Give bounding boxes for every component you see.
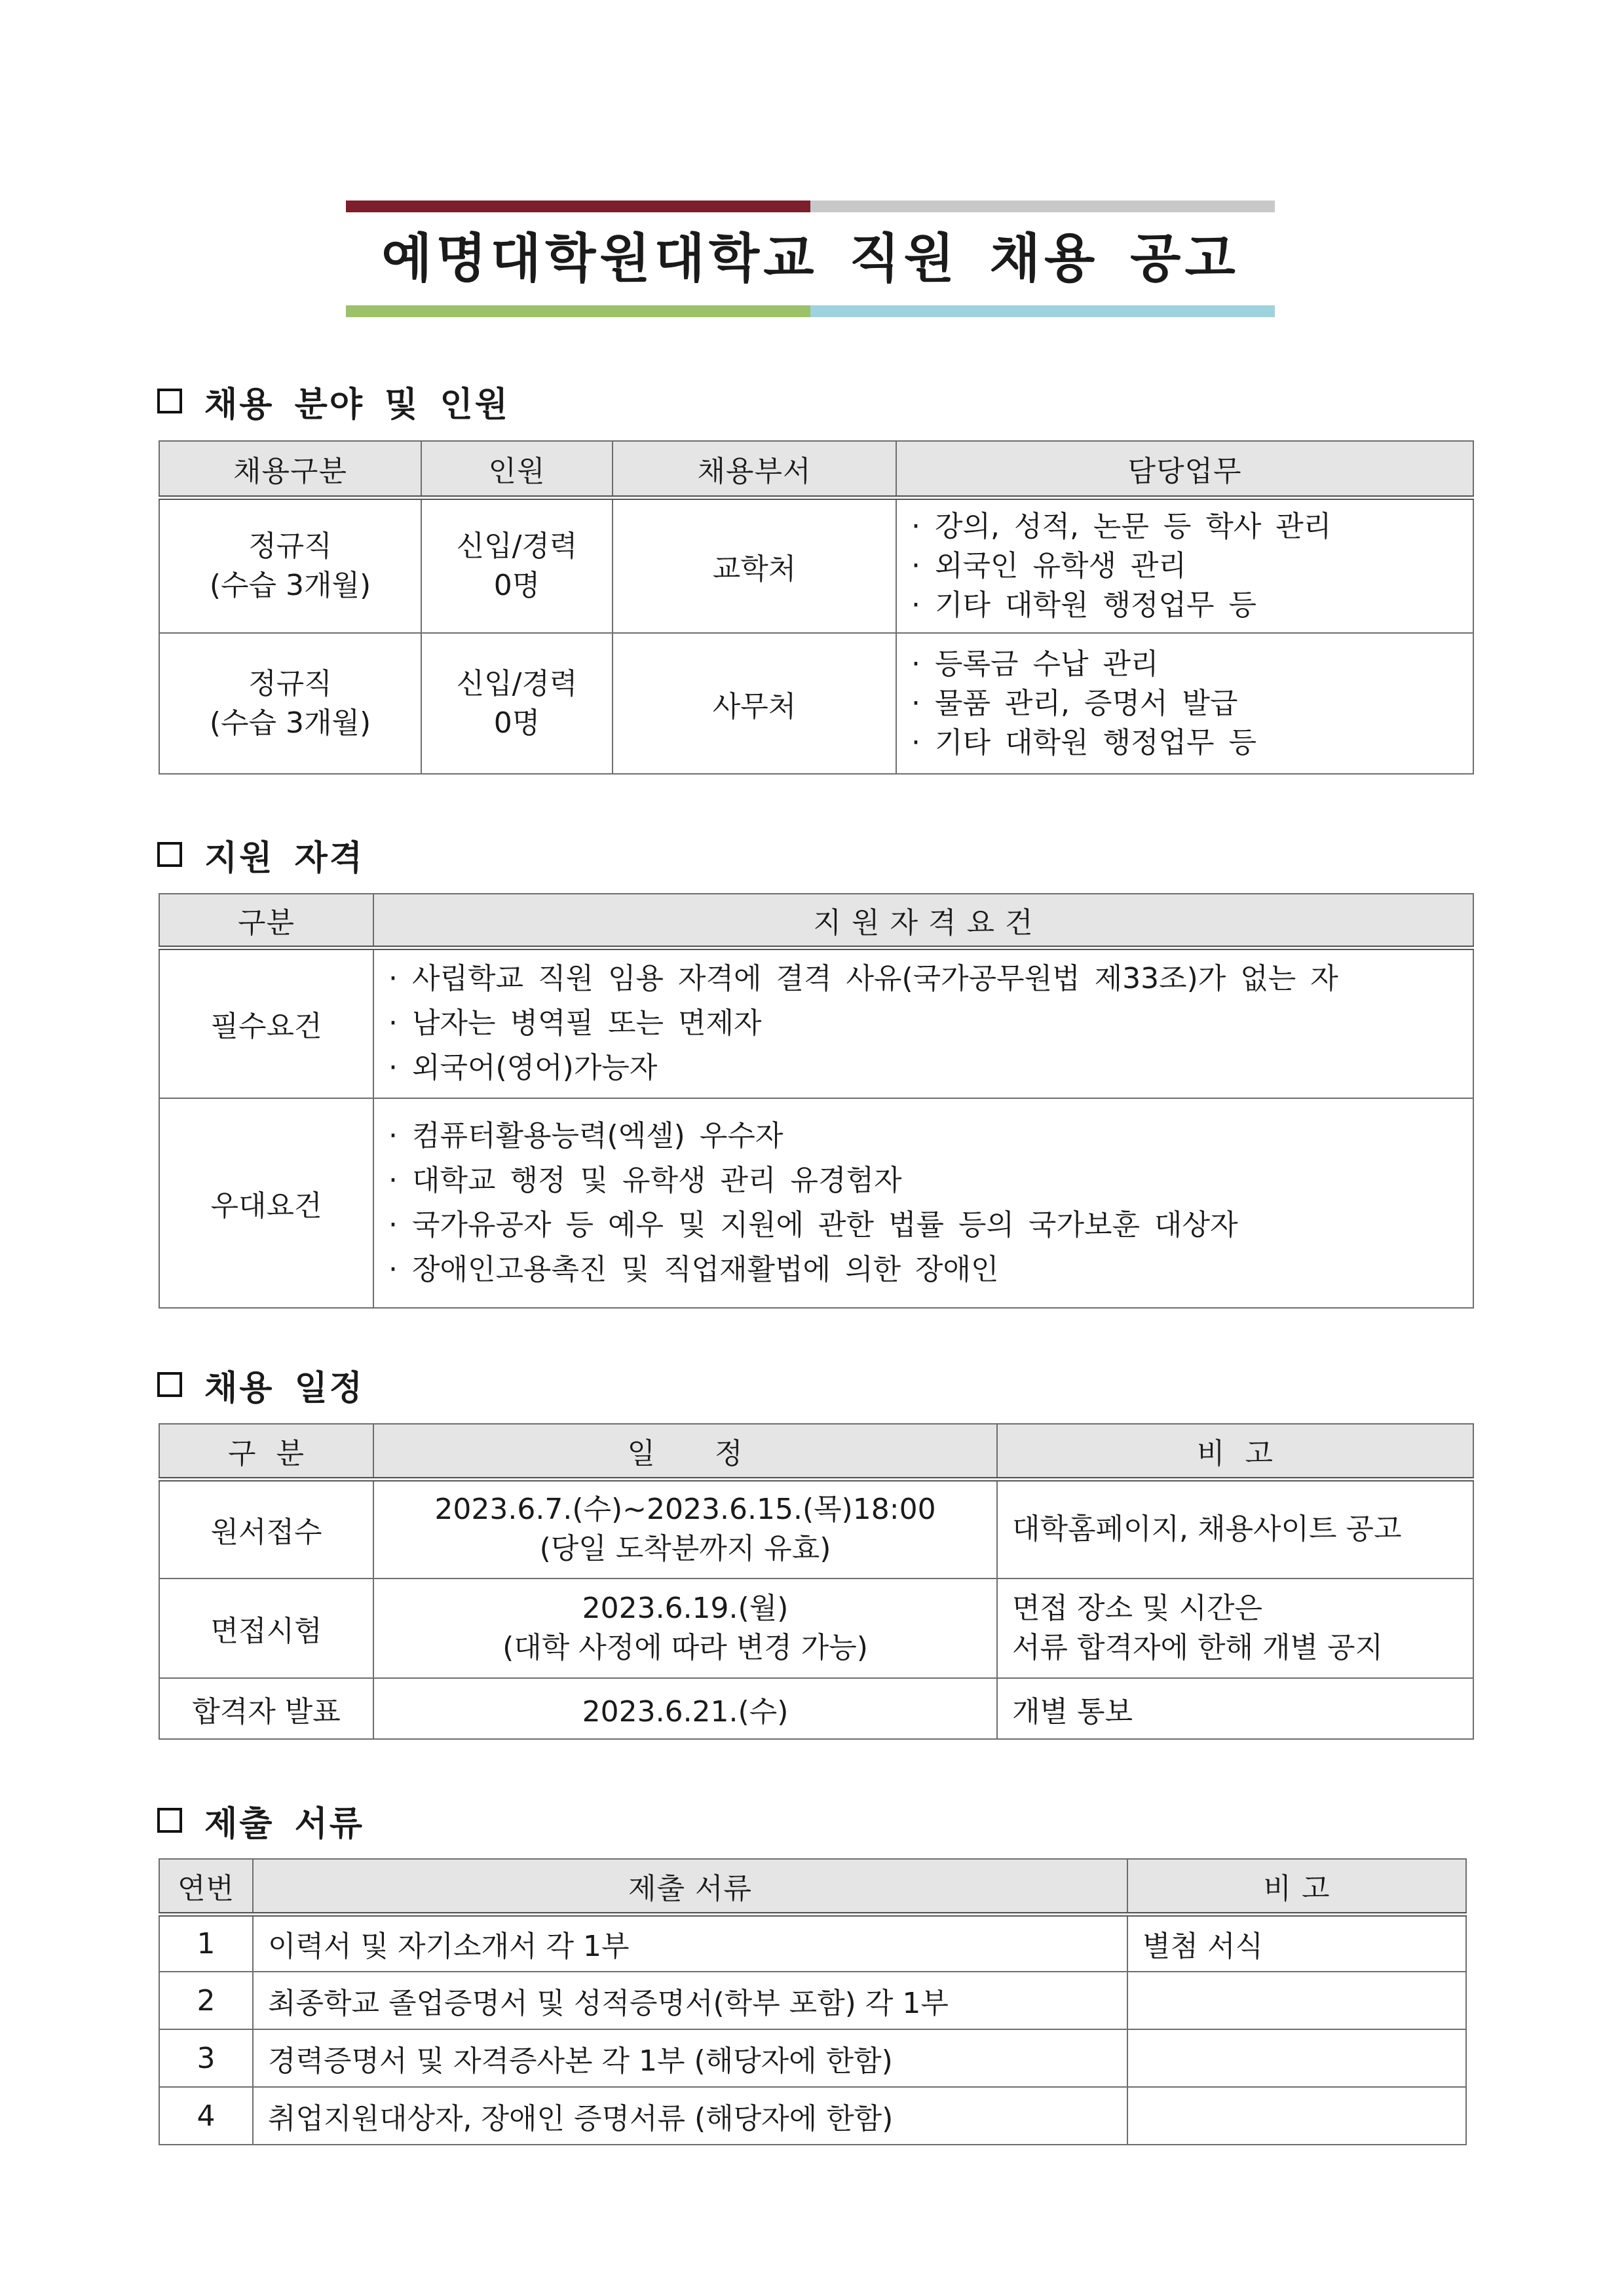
schedule-date: 2023.6.7.(수)~2023.6.15.(목)18:00 — [434, 1493, 936, 1527]
table-row — [159, 633, 1473, 774]
section-title: 채용 분야 및 인원 — [204, 385, 510, 425]
hire-kind: 신입/경력 — [456, 529, 578, 563]
header-cell: 구 분 — [159, 1424, 373, 1479]
employment-type: 정규직 — [248, 666, 332, 700]
document-number: 2 — [159, 1972, 253, 2029]
requirement-item: · 사립학교 직원 임용 자격에 결격 사유(국가공무원법 제33조)가 없는 자 — [388, 962, 1338, 996]
schedule-note: 개별 통보 — [997, 1678, 1473, 1739]
table-row — [159, 2087, 1466, 2145]
header-cell: 채용부서 — [613, 441, 896, 497]
header-cell: 담당업무 — [896, 441, 1473, 497]
requirement-item: · 국가유공자 등 예우 및 지원에 관한 법률 등의 국가보훈 대상자 — [388, 1208, 1238, 1242]
requirement-item: · 대학교 행정 및 유학생 관리 유경험자 — [388, 1164, 902, 1197]
table-row — [159, 2029, 1466, 2087]
requirement-item: · 장애인고용촉진 및 직업재활법에 의한 장애인 — [388, 1253, 999, 1286]
title-bottom-bar — [346, 305, 1275, 317]
table-row — [159, 947, 1473, 1098]
department-cell: 교학처 — [613, 497, 896, 633]
department-cell: 사무처 — [613, 633, 896, 774]
header-cell: 일 정 — [373, 1424, 997, 1479]
title-block — [346, 201, 1275, 317]
header-cell: 연번 — [159, 1859, 253, 1914]
table-row — [159, 1914, 1466, 1972]
schedule-date-cell — [373, 1479, 997, 1578]
recruitment-table — [159, 440, 1474, 775]
header-cell: 비 고 — [997, 1424, 1473, 1479]
document-note — [1127, 2087, 1466, 2145]
document-number: 1 — [159, 1914, 253, 1972]
duty-item: · 외국인 유학생 관리 — [911, 548, 1186, 583]
headcount: 0명 — [493, 706, 540, 740]
probation-period: (수습 3개월) — [209, 706, 371, 740]
section-title: 제출 서류 — [204, 1804, 365, 1844]
employment-type: 정규직 — [248, 529, 332, 563]
document-name: 취업지원대상자, 장애인 증명서류 (해당자에 한함) — [253, 2087, 1127, 2145]
duty-item: · 기타 대학원 행정업무 등 — [911, 725, 1256, 759]
bottom-bar-blue-segment — [810, 305, 1275, 317]
table-row — [159, 1479, 1473, 1578]
document-note — [1127, 2029, 1466, 2087]
schedule-note: 면접 장소 및 시간은 — [1012, 1592, 1262, 1625]
table-row — [159, 1098, 1473, 1308]
page-title: 예명대학원대학교 직원 채용 공고 — [381, 228, 1239, 289]
table-row — [159, 1578, 1473, 1678]
qualification-table — [159, 893, 1474, 1309]
table-row — [159, 1972, 1466, 2029]
duties-cell — [896, 497, 1473, 633]
document-name: 이력서 및 자기소개서 각 1부 — [253, 1914, 1127, 1972]
duty-item: · 강의, 성적, 논문 등 학사 관리 — [911, 509, 1332, 543]
top-bar-gray-segment — [810, 201, 1275, 212]
duty-item: · 기타 대학원 행정업무 등 — [911, 588, 1256, 622]
document-number: 4 — [159, 2087, 253, 2145]
checkbox-icon — [157, 389, 182, 413]
schedule-note-cell — [997, 1479, 1473, 1578]
title-top-bar — [346, 201, 1275, 212]
requirement-label: 필수요건 — [159, 947, 373, 1098]
duties-cell — [896, 633, 1473, 774]
table-row — [159, 497, 1473, 633]
document-note: 별첨 서식 — [1127, 1914, 1466, 1972]
section-heading-schedule — [157, 1358, 364, 1411]
requirement-items-cell — [373, 947, 1473, 1098]
probation-period: (수습 3개월) — [209, 568, 371, 602]
checkbox-icon — [157, 1808, 182, 1833]
schedule-date: 2023.6.19.(월) — [582, 1592, 789, 1625]
schedule-date-note: (당일 도착분까지 유효) — [539, 1532, 831, 1566]
section-heading-documents — [157, 1794, 364, 1846]
top-bar-red-segment — [346, 201, 810, 212]
duty-item: · 등록금 수납 관리 — [911, 647, 1159, 681]
header-cell: 지 원 자 격 요 건 — [373, 894, 1473, 947]
schedule-table — [159, 1423, 1474, 1740]
schedule-note: 대학홈페이지, 채용사이트 공고 — [1012, 1512, 1402, 1546]
requirement-item: · 컴퓨터활용능력(엑셀) 우수자 — [388, 1119, 784, 1153]
headcount-cell — [421, 633, 613, 774]
document-name: 경력증명서 및 자격증사본 각 1부 (해당자에 한함) — [253, 2029, 1127, 2087]
document-name: 최종학교 졸업증명서 및 성적증명서(학부 포함) 각 1부 — [253, 1972, 1127, 2029]
duty-item: · 물품 관리, 증명서 발급 — [911, 686, 1238, 720]
checkbox-icon — [157, 1372, 182, 1397]
schedule-date: 2023.6.21.(수) — [373, 1678, 997, 1739]
section-heading-recruitment — [157, 375, 510, 427]
document-number: 3 — [159, 2029, 253, 2087]
schedule-note: 서류 합격자에 한해 개별 공지 — [1012, 1631, 1383, 1664]
schedule-date-cell — [373, 1578, 997, 1678]
requirement-item: · 외국어(영어)가능자 — [388, 1051, 658, 1085]
checkbox-icon — [157, 842, 182, 867]
employment-type-cell — [159, 633, 421, 774]
requirement-items-cell — [373, 1098, 1473, 1308]
hire-kind: 신입/경력 — [456, 666, 578, 700]
section-title: 채용 일정 — [204, 1368, 365, 1408]
document-note — [1127, 1972, 1466, 2029]
header-cell: 제출 서류 — [253, 1859, 1127, 1914]
schedule-label: 합격자 발표 — [159, 1678, 373, 1739]
header-cell: 구분 — [159, 894, 373, 947]
requirement-item: · 남자는 병역필 또는 면제자 — [388, 1006, 762, 1041]
schedule-date-note: (대학 사정에 따라 변경 가능) — [502, 1631, 868, 1664]
employment-type-cell — [159, 497, 421, 633]
schedule-label: 면접시험 — [159, 1578, 373, 1678]
headcount: 0명 — [493, 568, 540, 602]
schedule-note-cell — [997, 1578, 1473, 1678]
header-cell: 비 고 — [1127, 1859, 1466, 1914]
header-cell: 인원 — [421, 441, 613, 497]
schedule-label: 원서접수 — [159, 1479, 373, 1578]
header-cell: 채용구분 — [159, 441, 421, 497]
bottom-bar-green-segment — [346, 305, 810, 317]
documents-table — [159, 1858, 1467, 2145]
headcount-cell — [421, 497, 613, 633]
requirement-label: 우대요건 — [159, 1098, 373, 1308]
table-row — [159, 1678, 1473, 1739]
section-title: 지원 자격 — [204, 838, 365, 878]
section-heading-qualification — [157, 828, 364, 881]
